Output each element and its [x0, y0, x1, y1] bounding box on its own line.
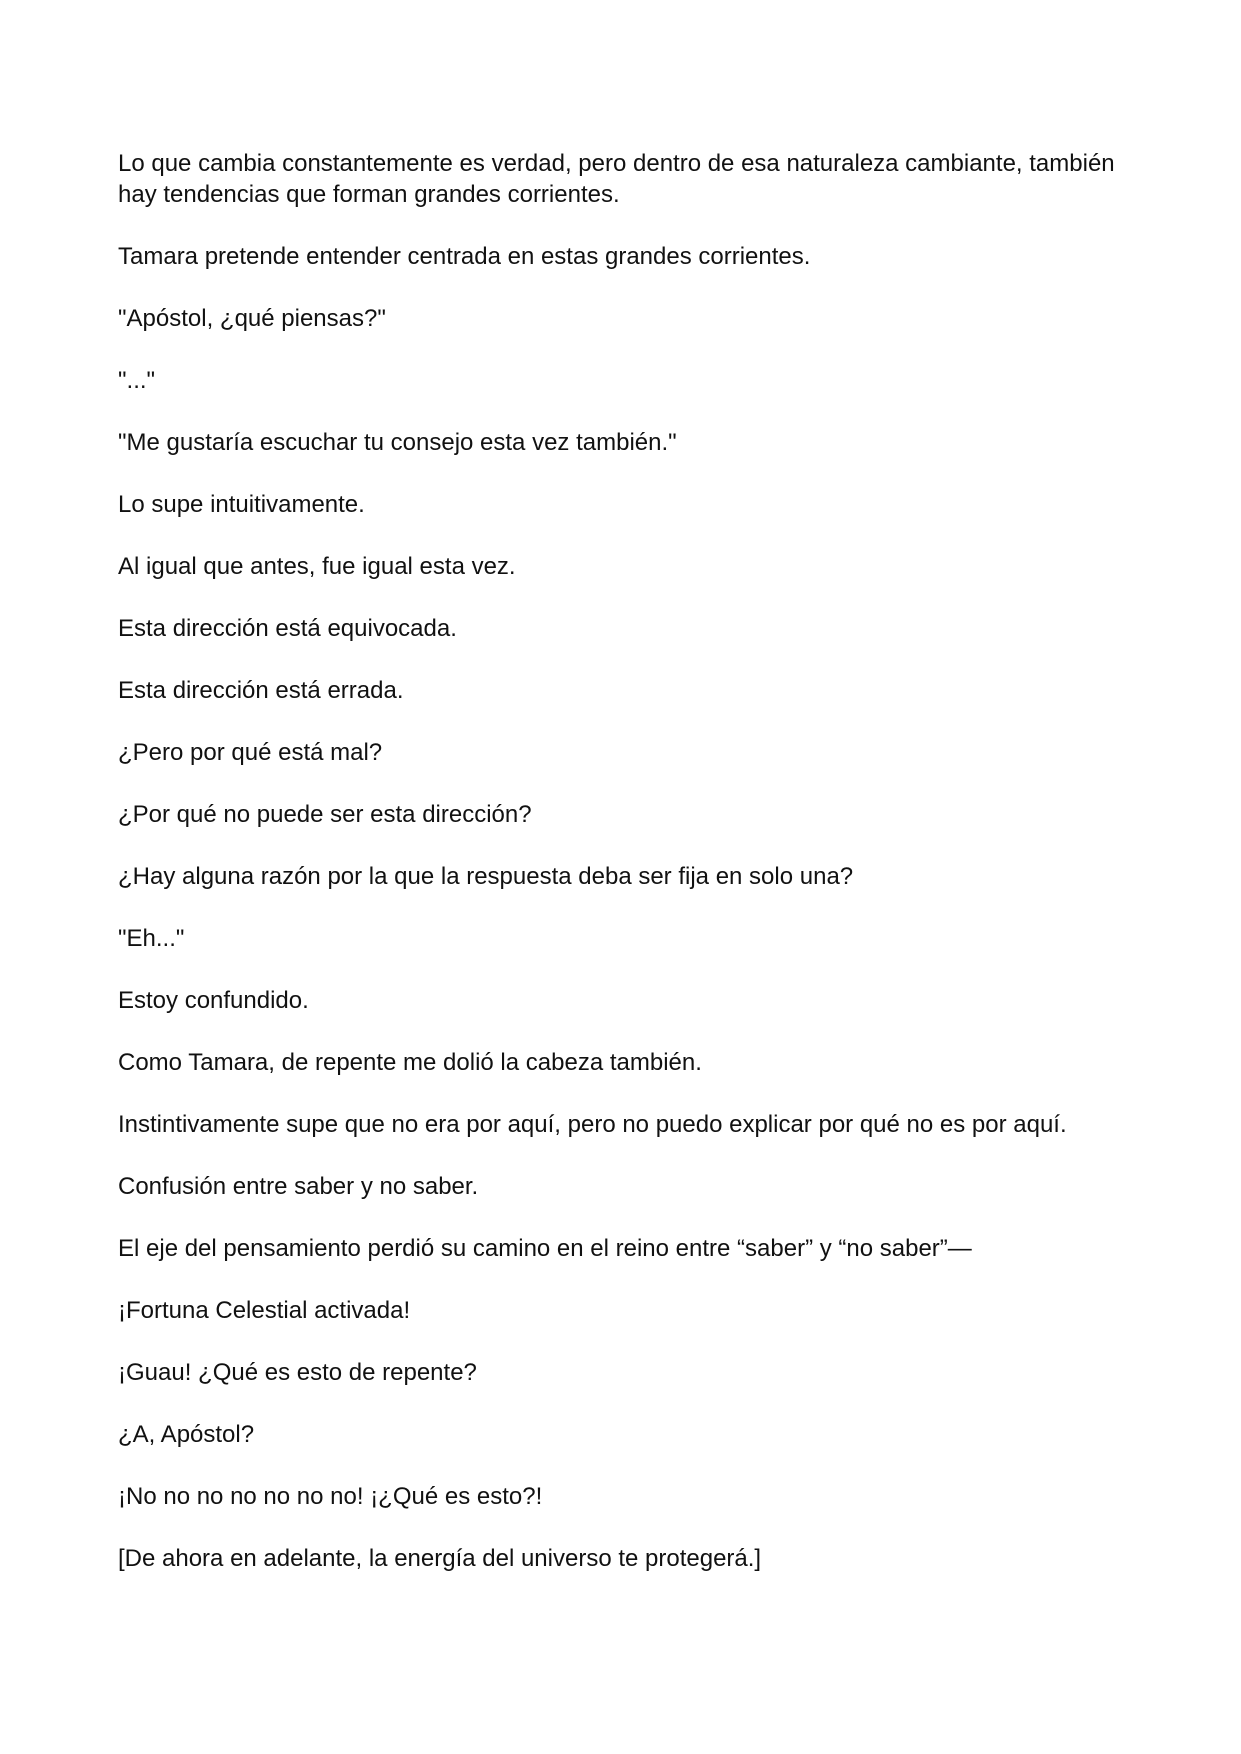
- paragraph: ¿Pero por qué está mal?: [118, 739, 383, 766]
- paragraph: ¡Fortuna Celestial activada!: [118, 1297, 411, 1324]
- paragraph: El eje del pensamiento perdió su camino en el reino entre “saber” y “no saber”—: [118, 1235, 972, 1262]
- paragraph: Lo que cambia constantemente es verdad, pero dentro de esa naturaleza cambiante, también hay tendencias que forman grandes corrientes.: [118, 150, 1115, 208]
- paragraph: Estoy confundido.: [118, 987, 309, 1014]
- paragraph: "Me gustaría escuchar tu consejo esta vez también.": [118, 429, 677, 456]
- paragraph: Confusión entre saber y no saber.: [118, 1173, 479, 1200]
- paragraph: ¡No no no no no no no! ¡¿Qué es esto?!: [118, 1483, 543, 1510]
- paragraph: "Eh...": [118, 925, 185, 952]
- paragraph: Instintivamente supe que no era por aquí, pero no puedo explicar por qué no es por aquí.: [118, 1111, 1067, 1138]
- document-body: [118, 148, 1128, 1605]
- paragraph: ¿Por qué no puede ser esta dirección?: [118, 801, 532, 828]
- paragraph: Al igual que antes, fue igual esta vez.: [118, 553, 516, 580]
- paragraph: "Apóstol, ¿qué piensas?": [118, 305, 386, 332]
- paragraph: Como Tamara, de repente me dolió la cabeza también.: [118, 1049, 702, 1076]
- paragraph: Esta dirección está errada.: [118, 677, 404, 704]
- paragraph: Lo supe intuitivamente.: [118, 491, 365, 518]
- paragraph: ¿A, Apóstol?: [118, 1421, 255, 1448]
- paragraph: ¡Guau! ¿Qué es esto de repente?: [118, 1359, 477, 1386]
- paragraph: Tamara pretende entender centrada en estas grandes corrientes.: [118, 243, 811, 270]
- paragraph: "...": [118, 367, 156, 394]
- paragraph: [De ahora en adelante, la energía del universo te protegerá.]: [118, 1545, 762, 1572]
- paragraph: ¿Hay alguna razón por la que la respuesta deba ser fija en solo una?: [118, 863, 854, 890]
- paragraph: Esta dirección está equivocada.: [118, 615, 457, 642]
